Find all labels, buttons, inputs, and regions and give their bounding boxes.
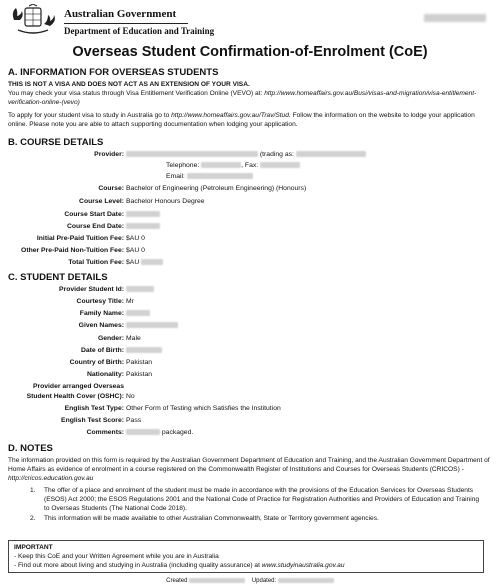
telephone-value [166,161,300,171]
government-name: Australian Government [64,8,177,20]
note-text: The offer of a place and enrolment of the student must be made in accordance with the provisions of the Education Services for Overseas Students (ESOS) Act 2000; the ESOS Regulations 2001 and the National Code of Practice for Registration Authorities and Providers of Education and Training to Overseas Students (The National Code 2018). [44,487,480,512]
redacted-provider-id [126,286,154,292]
provider-value [126,150,366,160]
course-row [0,184,500,194]
department-name: Department of Education and Training [64,26,215,36]
important-line-2-text: - Find out more about living and studying in Australia (including quality assurance) at [14,562,260,569]
provider-id-value [126,285,154,295]
email-value [166,172,253,182]
comments-text: packaged. [161,429,194,436]
apply-text-1: To apply for your student visa to study in Australia go to [8,112,170,119]
other-fee-label: Other Pre-Paid Non-Tuition Fee: [21,247,124,254]
course-value: Bachelor of Engineering (Petroleum Engineering) (Honours) [126,185,307,192]
oshc-label-row [0,382,500,392]
fax-label: , Fax: [241,162,259,169]
redacted-email [187,173,253,179]
apply-paragraph [8,111,494,129]
provider-id-row [0,285,500,295]
section-b-heading: B. COURSE DETAILS [8,137,104,148]
redacted-start-date [126,211,160,217]
provider-row [0,150,500,160]
nationality-value: Pakistan [126,371,153,378]
created-label: Created [166,578,188,585]
section-d-heading: D. NOTES [8,443,53,454]
important-box [8,540,484,573]
total-fee-currency: $AU [126,259,140,266]
vevo-text: You may check your visa status through Visa Entitlement Verification Online (VEVO) at: [8,90,263,97]
gender-row [0,334,500,344]
family-name-value [126,309,150,319]
visa-warning: THIS IS NOT A VISA AND DOES NOT ACT AS AN EXTENSION OF YOUR VISA. [8,81,250,88]
gender-value: Male [126,335,141,342]
important-line-2 [14,561,478,570]
dob-row [0,346,500,356]
nationality-row [0,370,500,380]
country-of-birth-label: Country of Birth: [69,359,124,366]
document-header [8,4,492,38]
email-label: Email: [166,173,185,180]
given-names-value [126,321,178,331]
initial-fee-row [0,234,500,244]
document-footer [0,578,500,584]
dob-label: Date of Birth: [80,347,124,354]
english-test-type-label: English Test Type: [64,405,124,412]
redacted-trading-name [296,151,366,157]
redacted-fax [260,162,300,168]
other-fee-value: $AU 0 [126,247,145,254]
oshc-value: No [126,393,135,400]
nationality-label: Nationality: [86,371,124,378]
course-start-value [126,210,160,220]
course-start-row [0,210,500,220]
courtesy-label: Courtesy Title: [76,298,124,305]
telephone-row [0,161,500,171]
course-level-label: Course Level: [79,198,124,205]
apply-link[interactable]: http://www.homeaffairs.gov.au/Trav/Stud. [171,112,291,119]
redacted-given-names [126,322,178,328]
course-end-label: Course End Date: [66,223,124,230]
important-line-1: - Keep this CoE and your Written Agreement while you are in Australia [14,553,219,560]
dob-value [126,346,162,356]
note-item [30,514,486,523]
comments-row [0,428,500,438]
note-item [30,486,486,513]
document-title: Overseas Student Confirmation-of-Enrolment (CoE) [72,44,428,60]
provider-label: Provider: [94,151,124,158]
important-heading: IMPORTANT [14,544,53,551]
comments-label: Comments: [86,429,124,436]
redacted-created-date [189,578,245,583]
total-fee-label: Total Tuition Fee: [68,259,124,266]
courtesy-row [0,297,500,307]
telephone-label: Telephone: [166,162,200,169]
redacted-dob [126,347,162,353]
vevo-paragraph [8,89,494,107]
coat-of-arms-logo [8,4,58,38]
given-names-row [0,321,500,331]
redacted-updated-date [278,578,334,583]
apply-text-2: Follow the information on the website to lodge your application online. Please note you are able to attach supporting documentation when lodging your application. [8,112,475,128]
vevo-link[interactable]: http://www.homeaffairs.gov.au/Busi/visas-and-migration/visa-entitlement-verification-online-(vevo) [8,90,477,106]
other-fee-row [0,246,500,256]
gender-label: Gender: [97,335,124,342]
study-in-australia-link[interactable]: www.studyinaustralia.gov.au [261,562,345,569]
english-test-type-row [0,404,500,414]
email-row [0,172,500,182]
oshc-label-line-1: Provider arranged Overseas [32,383,124,390]
note-number: 2. [30,515,36,522]
courtesy-value: Mr [126,298,134,305]
redacted-provider [126,151,258,157]
note-text: This information will be made available to other Australian Commonwealth, State or Territory government agencies. [44,515,379,522]
english-test-score-row [0,416,500,426]
english-test-score-value: Pass [126,417,142,424]
initial-fee-value: $AU 0 [126,235,145,242]
trading-as-label: (trading as: [259,151,294,158]
notes-intro [8,456,494,483]
note-number: 1. [30,487,36,494]
course-level-value: Bachelor Honours Degree [126,198,205,205]
redacted-comment [126,429,160,435]
redacted-reference [424,14,486,22]
course-end-row [0,222,500,232]
total-fee-value [126,258,163,268]
course-level-row [0,197,500,207]
notes-intro-text: The information provided on this form is required by the Australian Government Department of Education and Training, and the Australian Government Department of Home Affairs as evidence of enrolment in a course registered on the Commonwealth Register of Institutions and Courses for Overseas Students (CRICOS) - [8,457,490,473]
header-divider [64,23,188,24]
country-of-birth-value: Pakistan [126,359,153,366]
cricos-link[interactable]: http://cricos.education.gov.au [8,475,94,482]
redacted-family-name [126,310,150,316]
family-name-row [0,309,500,319]
initial-fee-label: Initial Pre-Paid Tuition Fee: [36,235,124,242]
course-label: Course: [98,185,124,192]
section-c-heading: C. STUDENT DETAILS [8,272,108,283]
provider-id-label: Provider Student Id: [59,286,124,293]
section-a-heading: A. INFORMATION FOR OVERSEAS STUDENTS [8,67,219,78]
redacted-telephone [201,162,241,168]
english-test-type-value: Other Form of Testing which Satisfies the Institution [126,405,281,412]
family-name-label: Family Name: [79,310,124,317]
redacted-total-fee [141,259,163,265]
course-start-label: Course Start Date: [64,211,124,218]
given-names-label: Given Names: [78,322,124,329]
english-test-score-label: English Test Score: [61,417,124,424]
oshc-label-line-2: Student Health Cover (OSHC): [26,393,124,400]
country-of-birth-row [0,358,500,368]
updated-label: Updated: [251,578,277,585]
course-end-value [126,222,160,232]
redacted-end-date [126,223,160,229]
oshc-row [0,392,500,402]
total-fee-row [0,258,500,268]
comments-value [126,428,193,438]
notes-list [30,486,486,524]
